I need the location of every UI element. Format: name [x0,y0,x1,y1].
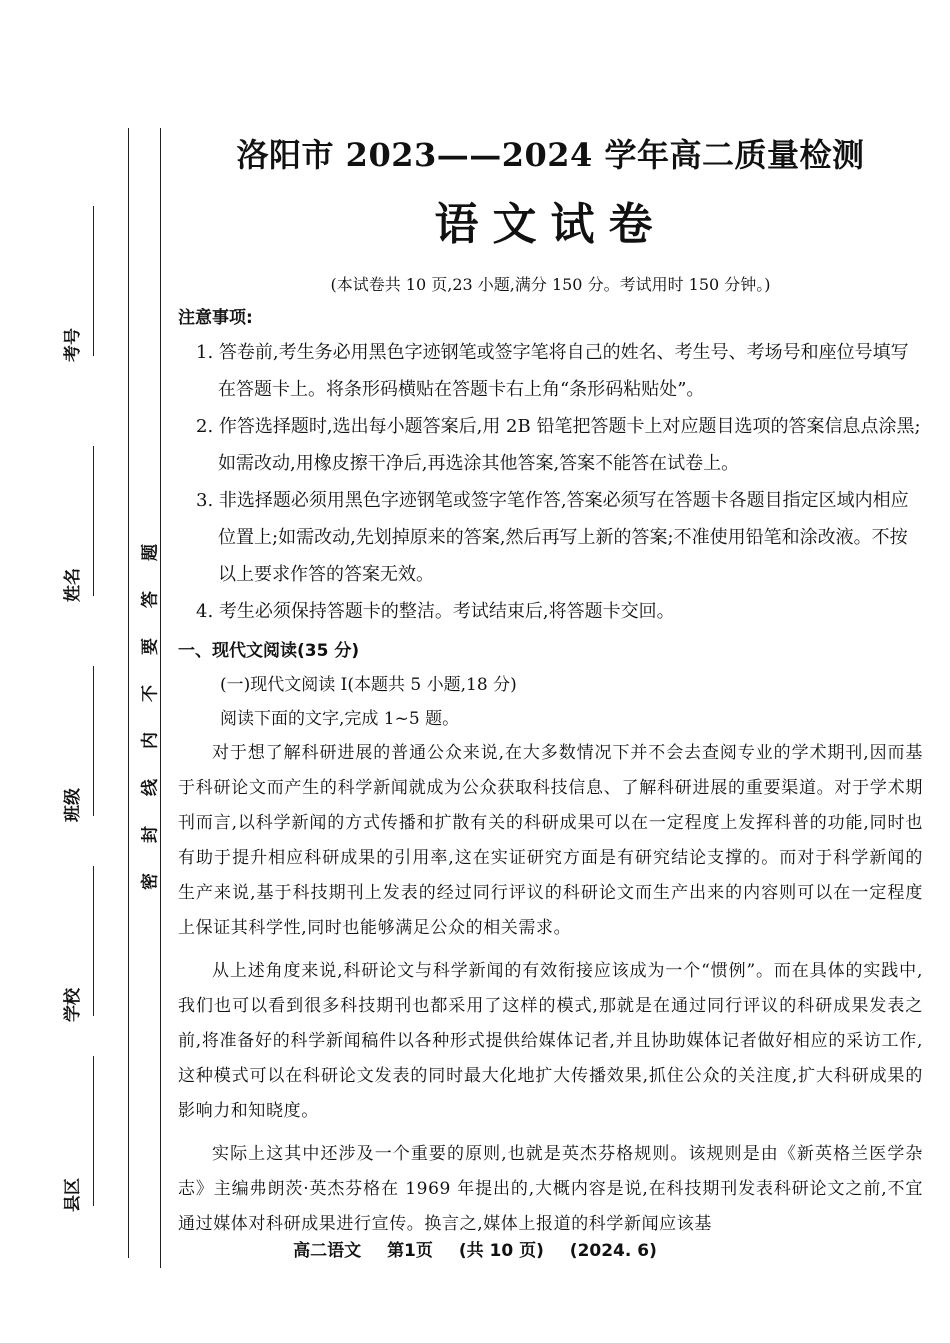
page-footer [0,1236,950,1261]
school-label: 学校 [63,988,83,1022]
notice-item: 2. 作答选择题时,选出每小题答案后,用 2B 铅笔把答题卡上对应题目选项的答案信息点涂黑;如需改动,用橡皮擦干净后,再选涂其他答案,答案不能答在试卷上。 [196,416,921,474]
exam-page [178,130,923,1242]
seal-char: 题 [140,544,161,561]
name-label: 姓名 [63,568,83,602]
footer-total: (共 10 页) [458,1241,544,1261]
section-instruction: 阅读下面的文字,完成 1~5 题。 [220,709,460,729]
school-blank[interactable] [93,866,94,1016]
seal-char: 要 [140,638,161,655]
notice-item: 1. 答卷前,考生务必用黑色字迹钢笔或签字笔将自己的姓名、考生号、考场号和座位号填写在答题卡上。将条形码横贴在答题卡右上角“条形码粘贴处”。 [196,342,909,400]
seal-char: 封 [140,826,161,843]
exam-title: 洛阳市 2023——2024 学年高二质量检测 [236,136,865,174]
seal-line-notice [136,540,160,894]
notice-list [178,334,923,630]
notice-item: 4. 考生必须保持答题卡的整洁。考试结束后,将答题卡交回。 [196,601,675,622]
name-blank[interactable] [93,446,94,596]
county-blank[interactable] [93,1056,94,1206]
county-label: 县区 [63,1178,83,1212]
school-field[interactable] [58,942,102,1022]
seal-char: 不 [140,685,161,702]
footer-date: (2024. 6) [569,1241,657,1261]
seal-char: 答 [140,591,161,608]
class-blank[interactable] [93,666,94,816]
notice-item: 3. 非选择题必须用黑色字迹钢笔或签字笔作答,答案必须写在答题卡各题目指定区域内相应位置上;如需改动,先划掉原来的答案,然后再写上新的答案;不准使用铅笔和涂改液。不按以上要求作答的答案无效。 [196,490,909,585]
exam-no-field[interactable] [58,282,102,362]
subject-title: 语文试卷 [434,199,667,250]
notice-heading: 注意事项: [178,308,253,328]
section-subtitle: (一)现代文阅读 I(本题共 5 小题,18 分) [220,675,517,695]
county-field[interactable] [58,1132,102,1212]
seal-char: 线 [140,779,161,796]
footer-subject: 高二语文 [293,1241,362,1261]
seal-char: 内 [140,732,161,749]
section-title: 一、现代文阅读(35 分) [178,641,360,661]
name-field[interactable] [58,522,102,602]
exam-info: (本试卷共 10 页,23 小题,满分 150 分。考试用时 150 分钟。) [330,275,771,294]
passage-paragraph: 实际上这其中还涉及一个重要的原则,也就是英杰芬格规则。该规则是由《新英格兰医学杂志》主编弗朗茨·英杰芬格在 1969 年提出的,大概内容是说,在科技期刊发表科研论文之前,不宜通过媒体对科研成果进行宣传。换言之,媒体上报道的科学新闻应该基 [178,1144,923,1234]
passage-paragraph: 从上述角度来说,科研论文与科学新闻的有效衔接应该成为一个“惯例”。而在具体的实践中,我们也可以看到很多科技期刊也都采用了这样的模式,那就是在通过同行评议的科研成果发表之前,将准备好的科学新闻稿件以各种形式提供给媒体记者,并且协助媒体记者做好相应的采访工作,这种模式可以在科研论文发表的同时最大化地扩大传播效果,抓住公众的关注度,扩大科研成果的影响力和知晓度。 [178,961,923,1121]
footer-page: 第1页 [387,1241,433,1261]
class-field[interactable] [58,742,102,822]
exam-no-label: 考号 [63,328,83,362]
reading-passage [178,736,923,1242]
binding-line-outer [128,128,129,1258]
exam-no-blank[interactable] [93,206,94,356]
seal-char: 密 [140,873,161,890]
passage-paragraph: 对于想了解科研进展的普通公众来说,在大多数情况下并不会去查阅专业的学术期刊,因而基于科研论文而产生的科学新闻就成为公众获取科技信息、了解科研进展的重要渠道。对于学术期刊而言,以科学新闻的方式传播和扩散有关的科研成果可以在一定程度上发挥科普的功能,同时也有助于提升相应科研成果的引用率,这在实证研究方面是有研究结论支撑的。而对于科学新闻的生产来说,基于科技期刊上发表的经过同行评议的科研论文而生产出来的内容则可以在一定程度上保证其科学性,同时也能够满足公众的相关需求。 [178,743,923,938]
class-label: 班级 [63,788,83,822]
